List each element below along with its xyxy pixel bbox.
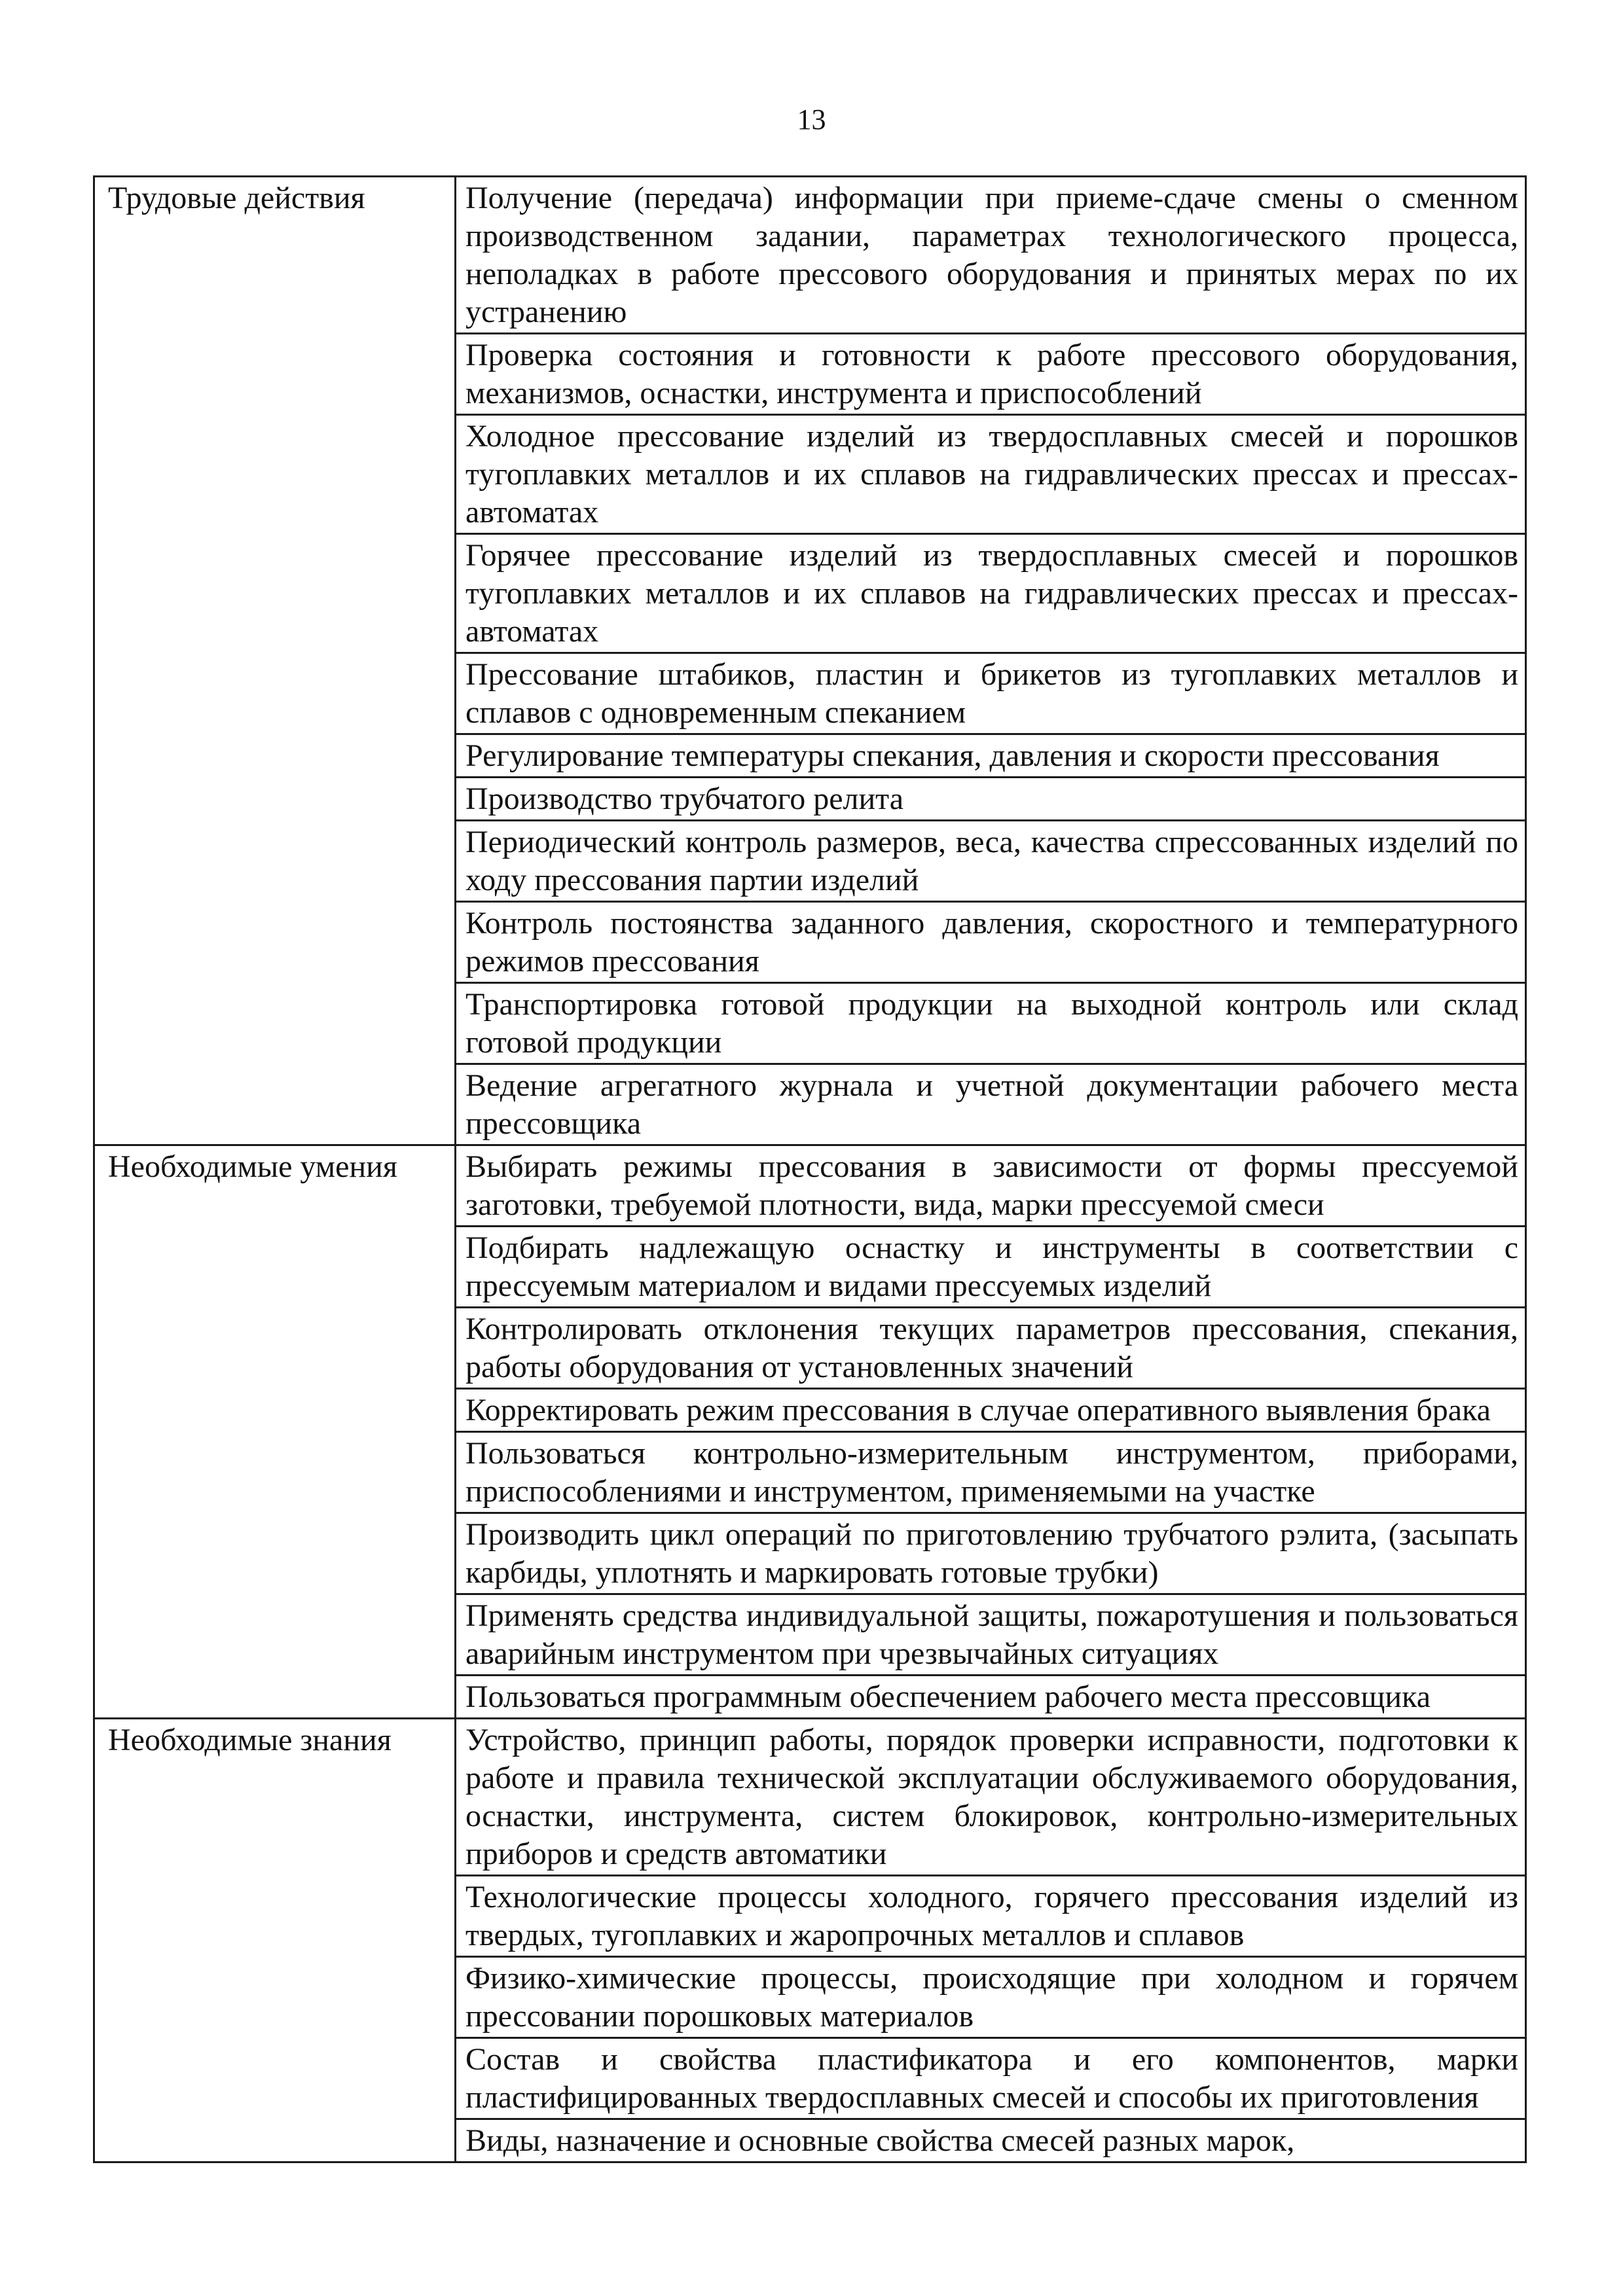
table-cell: Технологические процессы холодного, горячего прессования изделий из твердых, тугоплавких и жаропрочных металлов и сплавов	[456, 1876, 1526, 1957]
table-cell: Получение (передача) информации при приеме-сдаче смены о сменном производственном задании, параметрах технологического процесса, неполадках в работе прессового оборудования и принятых мерах по их устранению	[456, 177, 1526, 334]
table-cell: Пользоваться программным обеспечением рабочего места прессовщика	[456, 1676, 1526, 1719]
table-cell: Устройство, принцип работы, порядок проверки исправности, подготовки к работе и правила технической эксплуатации обслуживаемого оборудования, оснастки, инструмента, систем блокировок, контрольно-измерительных приборов и средств автоматики	[456, 1719, 1526, 1876]
table-cell: Производство трубчатого релита	[456, 778, 1526, 821]
section-label-required-skills: Необходимые умения	[94, 1145, 456, 1719]
table-cell: Применять средства индивидуальной защиты, пожаротушения и пользоваться аварийным инструментом при чрезвычайных ситуациях	[456, 1594, 1526, 1676]
table-row	[94, 1719, 1526, 1876]
table-cell: Производить цикл операций по приготовлению трубчатого рэлита, (засыпать карбиды, уплотнять и маркировать готовые трубки)	[456, 1513, 1526, 1594]
section-label-required-knowledge: Необходимые знания	[94, 1719, 456, 2162]
table-cell: Пользоваться контрольно-измерительным инструментом, приборами, приспособлениями и инструментом, применяемыми на участке	[456, 1432, 1526, 1513]
table-cell: Проверка состояния и готовности к работе прессового оборудования, механизмов, оснастки, инструмента и приспособлений	[456, 334, 1526, 415]
table-cell: Транспортировка готовой продукции на выходной контроль или склад готовой продукции	[456, 983, 1526, 1064]
table-cell: Состав и свойства пластификатора и его компонентов, марки пластифицированных твердосплавных смесей и способы их приготовления	[456, 2038, 1526, 2119]
table-cell: Периодический контроль размеров, веса, качества спрессованных изделий по ходу прессования партии изделий	[456, 821, 1526, 902]
table-cell: Контролировать отклонения текущих параметров прессования, спекания, работы оборудования от установленных значений	[456, 1308, 1526, 1389]
table-cell: Виды, назначение и основные свойства смесей разных марок,	[456, 2119, 1526, 2162]
table-cell: Ведение агрегатного журнала и учетной документации рабочего места прессовщика	[456, 1064, 1526, 1145]
section-label-labor-actions: Трудовые действия	[94, 177, 456, 1145]
table-row	[94, 1145, 1526, 1227]
table-row	[94, 177, 1526, 334]
qualification-table	[93, 175, 1527, 2163]
table-cell: Контроль постоянства заданного давления, скоростного и температурного режимов прессования	[456, 902, 1526, 983]
table-cell: Физико-химические процессы, происходящие при холодном и горячем прессовании порошковых материалов	[456, 1957, 1526, 2038]
table-cell: Прессование штабиков, пластин и брикетов из тугоплавких металлов и сплавов с одновременным спеканием	[456, 653, 1526, 734]
page-number: 13	[797, 103, 826, 135]
table-cell: Выбирать режимы прессования в зависимости от формы прессуемой заготовки, требуемой плотности, вида, марки прессуемой смеси	[456, 1145, 1526, 1227]
table-cell: Холодное прессование изделий из твердосплавных смесей и порошков тугоплавких металлов и их сплавов на гидравлических прессах и прессах-автоматах	[456, 415, 1526, 534]
table-cell: Корректировать режим прессования в случае оперативного выявления брака	[456, 1389, 1526, 1432]
table-cell: Подбирать надлежащую оснастку и инструменты в соответствии с прессуемым материалом и видами прессуемых изделий	[456, 1227, 1526, 1308]
table-cell: Горячее прессование изделий из твердосплавных смесей и порошков тугоплавких металлов и их сплавов на гидравлических прессах и прессах-автоматах	[456, 534, 1526, 653]
table-cell: Регулирование температуры спекания, давления и скорости прессования	[456, 734, 1526, 778]
